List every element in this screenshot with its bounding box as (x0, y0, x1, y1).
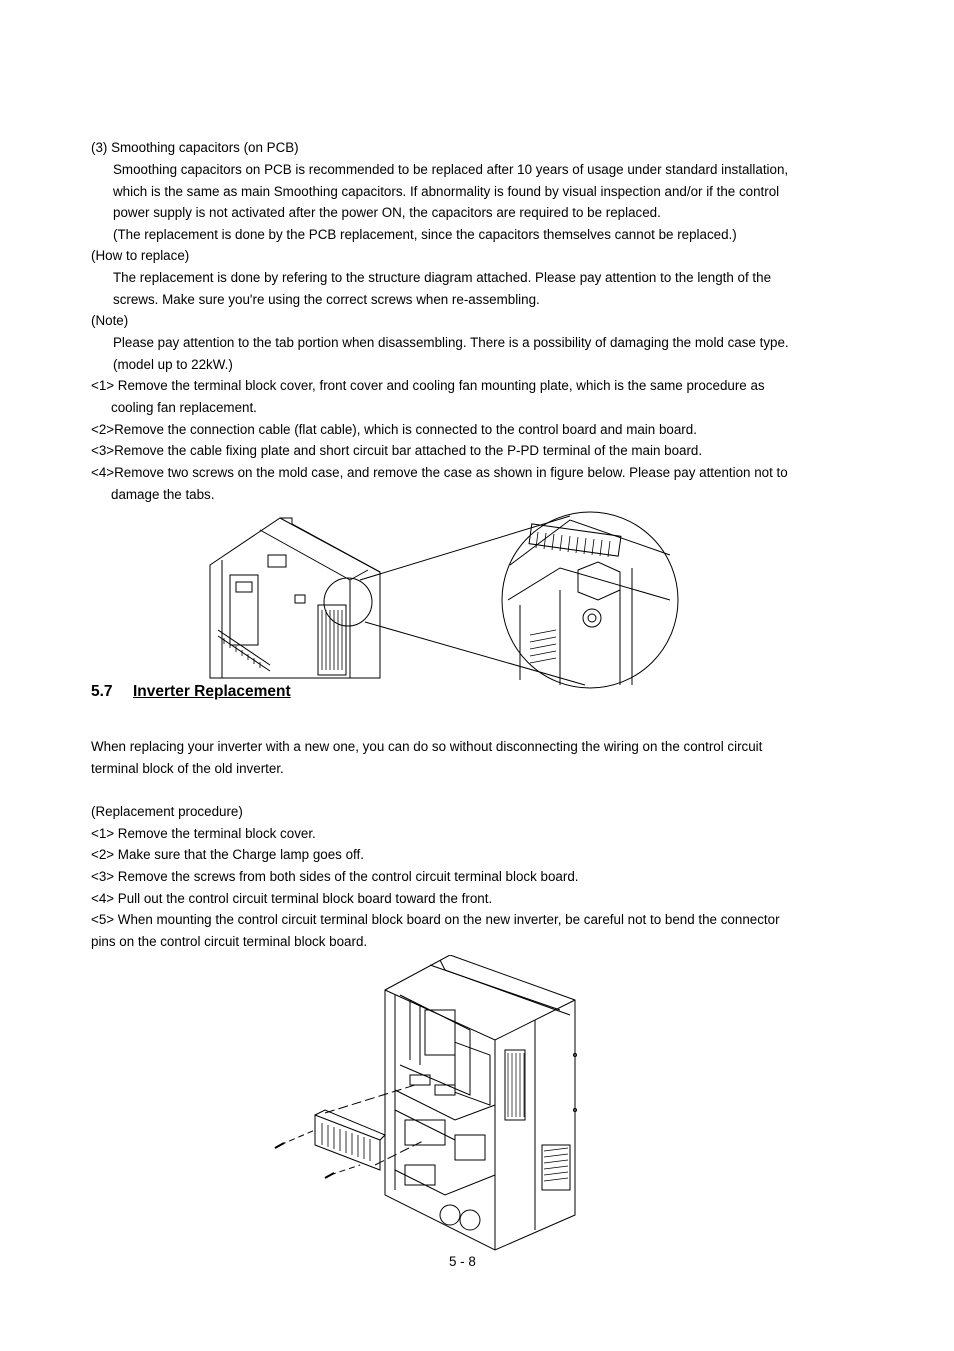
item3-line-4: (The replacement is done by the PCB replacement, since the capacitors themselves cannot be replaced.) (113, 227, 737, 242)
item3-line-3: power supply is not activated after the power ON, the capacitors are required to be replaced. (113, 205, 661, 220)
how-to-replace-line-2: screws. Make sure you're using the correct screws when re-assembling. (113, 292, 540, 307)
procedure-step-5-line-1: <5> When mounting the control circuit terminal block board on the new inverter, be careful not to bend the connector (91, 912, 780, 927)
note-line-2: (model up to 22kW.) (113, 357, 233, 372)
item3-line-1: Smoothing capacitors on PCB is recommended to be replaced after 10 years of usage under standard installation, (113, 162, 789, 177)
how-to-replace-label: (How to replace) (91, 248, 190, 263)
intro-line-1: When replacing your inverter with a new one, you can do so without disconnecting the wiring on the control circuit (91, 739, 763, 754)
item3-title: (3) Smoothing capacitors (on PCB) (91, 140, 299, 155)
step-1-line-2: cooling fan replacement. (111, 400, 257, 415)
mold-case-figure (200, 510, 690, 690)
procedure-step-2: <2> Make sure that the Charge lamp goes off. (91, 847, 364, 862)
how-to-replace-line-1: The replacement is done by refering to the structure diagram attached. Please pay attention to the length of the (113, 270, 772, 285)
section-title: Inverter Replacement (133, 683, 291, 700)
procedure-step-5-line-2: pins on the control circuit terminal block board. (91, 934, 368, 949)
procedure-step-3: <3> Remove the screws from both sides of the control circuit terminal block board. (91, 869, 579, 884)
page-number: 5 - 8 (449, 1254, 476, 1269)
intro-line-2: terminal block of the old inverter. (91, 761, 284, 776)
procedure-label: (Replacement procedure) (91, 804, 243, 819)
step-3: <3>Remove the cable fixing plate and short circuit bar attached to the P-PD terminal of the main board. (91, 443, 703, 458)
step-4-line-2: damage the tabs. (111, 487, 215, 502)
note-label: (Note) (91, 313, 129, 328)
procedure-step-1: <1> Remove the terminal block cover. (91, 826, 316, 841)
section-heading (91, 683, 291, 701)
step-1-line-1: <1> Remove the terminal block cover, front cover and cooling fan mounting plate, which is the same procedure as (91, 378, 765, 393)
section-number: 5.7 (91, 683, 113, 700)
step-4-line-1: <4>Remove two screws on the mold case, and remove the case as shown in figure below. Please pay attention not to (91, 465, 788, 480)
note-line-1: Please pay attention to the tab portion when disassembling. There is a possibility of damaging the mold case type. (113, 335, 789, 350)
item3-line-2: which is the same as main Smoothing capacitors. If abnormality is found by visual inspection and/or if the control (113, 184, 780, 199)
inverter-replacement-figure (270, 955, 590, 1255)
procedure-step-4: <4> Pull out the control circuit terminal block board toward the front. (91, 891, 493, 906)
step-2: <2>Remove the connection cable (flat cable), which is connected to the control board and main board. (91, 422, 697, 437)
